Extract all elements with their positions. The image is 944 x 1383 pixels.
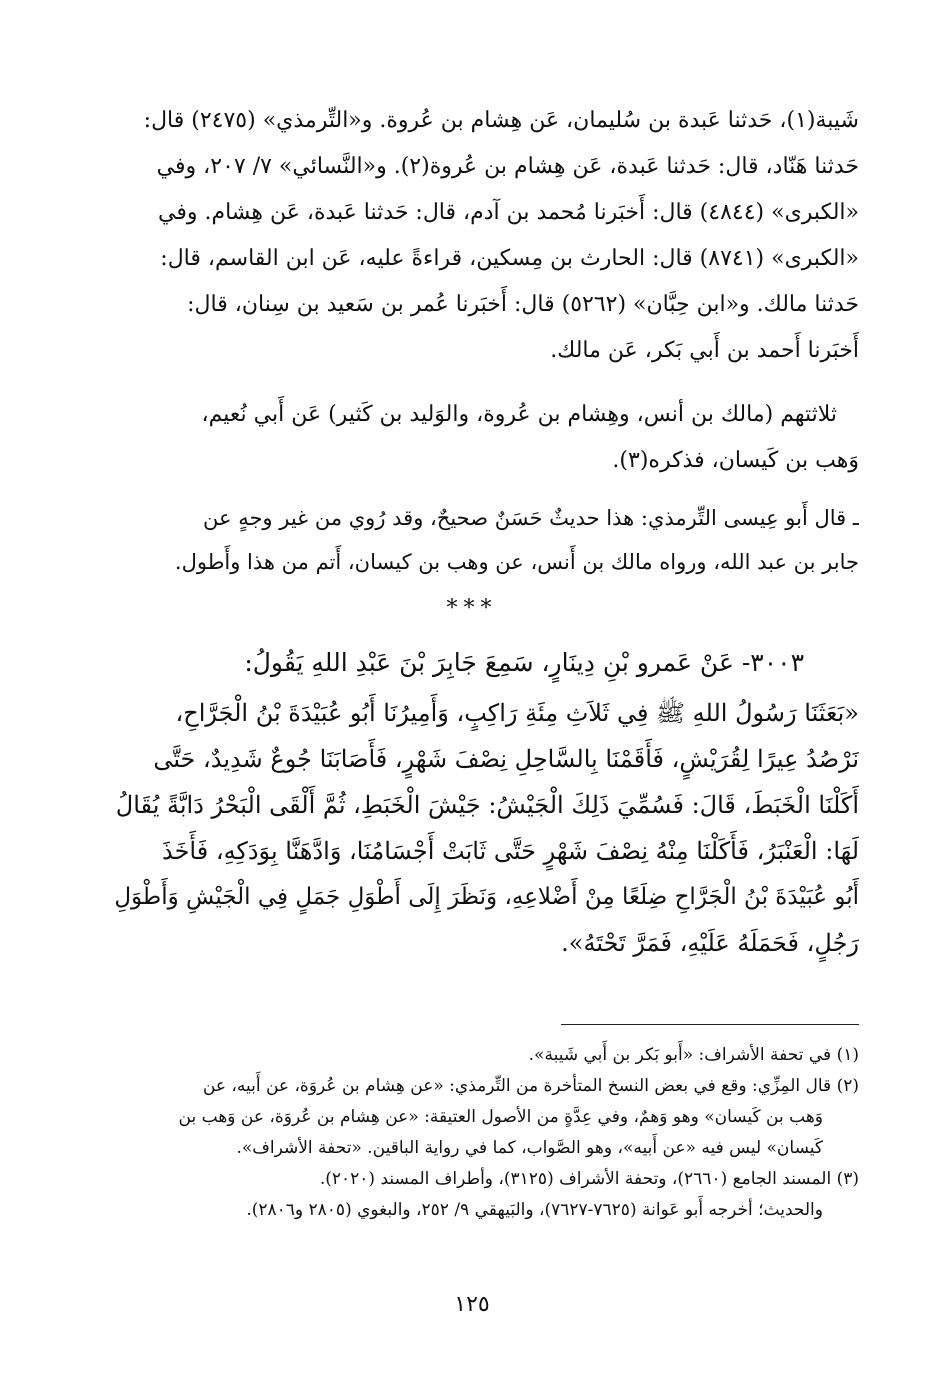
footnote-line: (٣) المسند الجامع (٢٦٦٠)، وتحفة الأشراف (٣١٢٥)، وأطراف المسند (٢٠٢٠). bbox=[319, 1169, 859, 1189]
section-separator: *** bbox=[446, 596, 498, 621]
footnote-line: وَهب بن كَيسان» وهو وَهمٌ، وفي عِدَّةٍ من الأصول العتيقة: «عن هِشام بن عُروَة، عن وَهب بن bbox=[178, 1107, 823, 1127]
paragraph-tirmidhi-comment bbox=[109, 496, 859, 584]
footnote-line: (١) في تحفة الأشراف: «أَبو بَكر بن أَبي شَيبة». bbox=[528, 1045, 859, 1065]
text-line: وَهب بن كَيسان، فذكره(٣). bbox=[612, 448, 859, 473]
hadith-line: أَبُو عُبَيْدَةَ بْنُ الْجَرَّاحِ ضِلَعًا مِنْ أَضْلاعِهِ، وَنَظَرَ إِلَى أَطْوَلِ جَمَلٍ فِي الْجَيْشِ وَأَطْوَلِ bbox=[114, 884, 859, 910]
text-line: ـ قال أَبو عِيسى التِّرمذي: هذا حديثٌ حَسَنٌ صحيحٌ، وقد رُوي من غير وجهٍ عن bbox=[203, 506, 859, 530]
hadith-line: أَكَلْنَا الْخَبَطَ، قَالَ: فَسُمِّيَ ذَلِكَ الْجَيْشُ: جَيْشَ الْخَبَطِ، ثُمَّ أَلْقَى الْبَحْرُ دَابَّةً يُقَالُ bbox=[115, 791, 859, 819]
hadith-line: رَجُلٍ، فَحَمَلَهُ عَلَيْهِ، فَمَرَّ تَحْتَهُ». bbox=[561, 929, 859, 957]
text-line: شَيبة(١)، حَدثنا عَبدة بن سُليمان، عَن هِشام بن عُروة. و«التِّرمذي» (٢٤٧٥) قال: bbox=[143, 108, 859, 133]
text-line: حَدثنا هَنّاد، قال: حَدثنا عَبدة، عَن هِشام بن عُروة(٢). و«النَّسائي» ٧/ ٢٠٧، وفي bbox=[156, 154, 859, 179]
hadith-line: «بَعَثَنَا رَسُولُ اللهِ ﷺ فِي ثَلاَثِ مِئَةِ رَاكِبٍ، وَأَمِيرُنَا أَبُو عُبَيْدَةَ بْنُ الْجَرَّاحِ، bbox=[175, 699, 859, 727]
text-line: «الكبرى» (٤٨٤٤) قال: أَخبَرنا مُحمد بن آدم، قال: حَدثنا عَبدة، عَن هِشام. وفي bbox=[158, 200, 859, 225]
text-line: ثلاثتهم (مالك بن أنس، وهِشام بن عُروة، والوَليد بن كَثير) عَن أَبي نُعيم، bbox=[201, 402, 837, 427]
footnote-line: (٢) قال المِزِّي: وقع في بعض النسخ المتأخرة من التِّرمذي: «عن هِشام بن عُروَة، عن أَبيه، عن bbox=[202, 1076, 859, 1096]
page-number: ١٢٥ bbox=[454, 1292, 490, 1317]
footnotes bbox=[109, 1040, 859, 1226]
text-line: حَدثنا مالك. و«ابن حِبَّان» (٥٢٦٢) قال: أَخبَرنا عُمر بن سَعيد بن سِنان، قال: bbox=[187, 292, 859, 317]
hadith-line: نَرْصُدُ عِيرًا لِقُرَيْشٍ، فَأَقَمْنَا بِالسَّاحِلِ نِصْفَ شَهْرٍ، فَأَصَابَنَا جُوعٌ شَدِيدٌ، حَتَّى bbox=[153, 745, 859, 773]
hadith-heading: ٣٠٠٣- عَنْ عَمرو بْنِ دِينَارٍ، سَمِعَ جَابِرَ بْنَ عَبْدِ اللهِ يَقُولُ: bbox=[244, 648, 804, 677]
footnote-line: كَيسان» ليس فيه «عن أَبيه»، وهو الصَّواب، كما في رواية الباقين. «تحفة الأشراف». bbox=[236, 1138, 823, 1158]
text-line: «الكبرى» (٨٧٤١) قال: الحارث بن مِسكين، قراءةً عليه، عَن ابن القاسم، قال: bbox=[160, 246, 859, 271]
text-line: جابر بن عبد الله، ورواه مالك بن أَنس، عن وهب بن كيسان، أَتم من هذا وأَطول. bbox=[174, 550, 859, 574]
text-line: أَخبَرنا أَحمد بن أَبي بَكر، عَن مالك. bbox=[550, 338, 859, 363]
hadith-text bbox=[109, 690, 859, 966]
footnote-divider bbox=[561, 1024, 859, 1025]
hadith-line: لَهَا: الْعَنْبَرُ، فَأَكَلْنَا مِنْهُ نِصْفَ شَهْرٍ حَتَّى ثَابَتْ أَجْسَامُنَا، وَادَّهَنَّا بِوَدَكِهِ، فَأَخَذَ bbox=[161, 837, 859, 865]
footnote-line: والحديث؛ أخرجه أَبو عَوانة (٧٦٢٥-٧٦٢٧)، والبَيهقي ٩/ ٢٥٢، والبغوي (٢٨٠٥ و٢٨٠٦). bbox=[246, 1200, 823, 1220]
paragraph-takhrij bbox=[109, 98, 859, 374]
paragraph-narrators bbox=[109, 392, 859, 484]
